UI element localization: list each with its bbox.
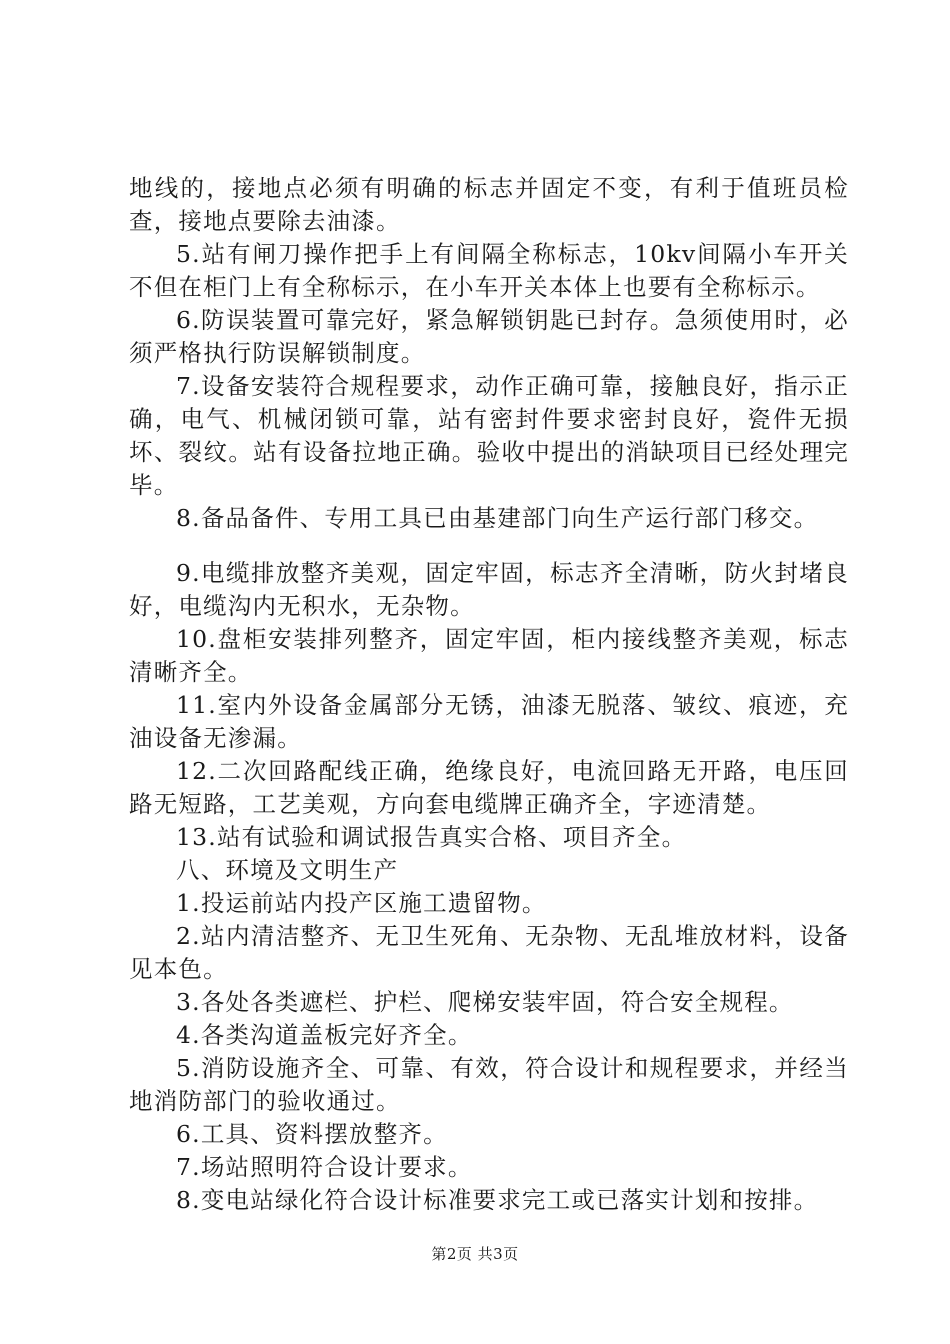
paragraph-8: 11.室内外设备金属部分无锈，油漆无脱落、皱纹、痕迹，充油设备无渗漏。: [129, 691, 849, 752]
paragraph-4: 7.设备安装符合规程要求，动作正确可靠，接触良好，指示正确，电气、机械闭锁可靠，站有密封件要求密封良好，瓷件无损坏、裂纹。站有设备拉地正确。验收中提出的消缺项目已经处理完毕。: [129, 372, 849, 499]
paragraph-14: 4.各类沟道盖板完好齐全。: [176, 1021, 473, 1049]
paragraph-10: 13.站有试验和调试报告真实合格、项目齐全。: [176, 823, 687, 851]
paragraph-6: 9.电缆排放整齐美观，固定牢固，标志齐全清晰，防火封堵良好，电缆沟内无积水，无杂物。: [129, 559, 849, 620]
paragraph-16: 6.工具、资料摆放整齐。: [176, 1120, 448, 1148]
paragraph-15: 5.消防设施齐全、可靠、有效，符合设计和规程要求，并经当地消防部门的验收通过。: [129, 1054, 849, 1115]
section-heading: 八、环境及文明生产: [176, 856, 399, 884]
paragraph-9: 12.二次回路配线正确，绝缘良好，电流回路无开路，电压回路无短路，工艺美观，方向套电缆牌正确齐全，字迹清楚。: [129, 757, 849, 818]
document-body: [129, 172, 849, 1217]
paragraph-12: 2.站内清洁整齐、无卫生死角、无杂物、无乱堆放材料，设备见本色。: [129, 922, 849, 983]
paragraph-11: 1.投运前站内投产区施工遗留物。: [176, 889, 547, 917]
paragraph-18: 8.变电站绿化符合设计标准要求完工或已落实计划和按排。: [176, 1186, 819, 1214]
paragraph-3: 6.防误装置可靠完好，紧急解锁钥匙已封存。急须使用时，必须严格执行防误解锁制度。: [129, 306, 849, 367]
page-number-footer: 第2页 共3页: [431, 1245, 519, 1263]
paragraph-7: 10.盘柜安装排列整齐，固定牢固，柜内接线整齐美观，标志清晰齐全。: [129, 625, 849, 686]
paragraph-2: 5.站有闸刀操作把手上有间隔全称标志，10kv间隔小车开关不但在柜门上有全称标示，在小车开关本体上也要有全称标示。: [129, 240, 849, 301]
paragraph-17: 7.场站照明符合设计要求。: [176, 1153, 473, 1181]
paragraph-1: 地线的，接地点必须有明确的标志并固定不变，有利于值班员检查，接地点要除去油漆。: [129, 174, 849, 235]
paragraph-5: 8.备品备件、专用工具已由基建部门向生产运行部门移交。: [176, 504, 819, 532]
paragraph-13: 3.各处各类遮栏、护栏、爬梯安装牢固，符合安全规程。: [176, 988, 794, 1016]
